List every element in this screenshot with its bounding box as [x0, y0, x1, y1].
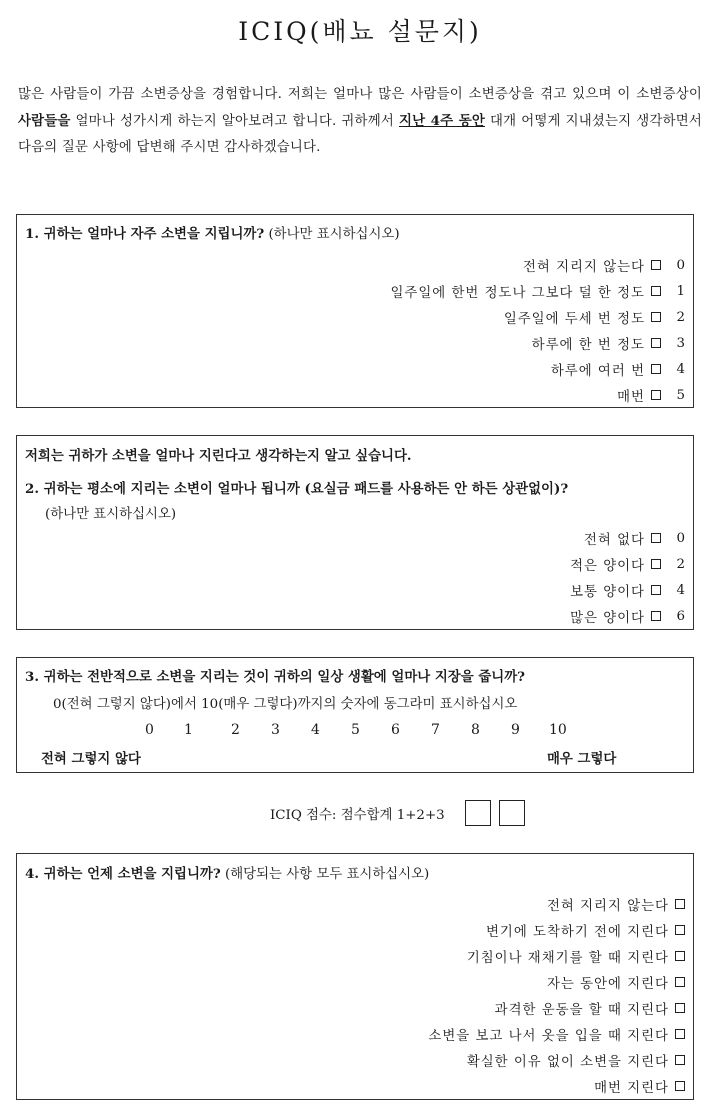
q1-option-1[interactable]: 일주일에 한번 정도나 그보다 덜 한 정도 1 — [390, 283, 685, 301]
checkbox[interactable] — [651, 312, 661, 322]
question-4-label: 4. 귀하는 언제 소변을 지립니까? — [25, 866, 221, 882]
score-box-tens[interactable] — [465, 800, 491, 826]
question-3-instruction: 0(전혀 그렇지 않다)에서 10(매우 그렇다)까지의 숫자에 동그라미 표시하십시오 — [53, 697, 518, 712]
q4-option-0[interactable]: 전혀 지리지 않는다 — [547, 894, 685, 914]
question-1-text — [25, 223, 400, 242]
q1-option-2[interactable]: 일주일에 두세 번 정도 2 — [503, 309, 685, 327]
question-1-label: 1. 귀하는 얼마나 자주 소변을 지립니까? — [25, 226, 265, 242]
checkbox[interactable] — [675, 1029, 685, 1039]
q2-option-0[interactable]: 전혀 없다 0 — [584, 530, 685, 548]
question-2-lead: 저희는 귀하가 소변을 얼마나 지린다고 생각하는지 알고 싶습니다. — [25, 448, 412, 464]
checkbox[interactable] — [675, 977, 685, 987]
q2-option-3[interactable]: 많은 양이다 6 — [570, 608, 685, 626]
scale-option-7[interactable]: 7 — [431, 722, 440, 738]
checkbox[interactable] — [651, 533, 661, 543]
scale-option-9[interactable]: 9 — [511, 722, 520, 738]
q1-option-5[interactable]: 매번 5 — [617, 387, 685, 405]
intro-paragraph — [18, 82, 702, 161]
checkbox[interactable] — [651, 260, 661, 270]
question-2-note: (하나만 표시하십시오) — [45, 507, 177, 522]
question-4-text — [25, 863, 429, 882]
question-3-label: 3. 귀하는 전반적으로 소변을 지리는 것이 귀하의 일상 생활에 얼마나 지장을 줍니까? — [25, 669, 525, 685]
checkbox[interactable] — [675, 951, 685, 961]
q1-option-0[interactable]: 전혀 지리지 않는다 0 — [523, 257, 685, 275]
question-3-box — [16, 657, 694, 773]
q4-option-4[interactable]: 과격한 운동을 할 때 지린다 — [495, 998, 685, 1018]
checkbox[interactable] — [651, 390, 661, 400]
q4-option-6[interactable]: 확실한 이유 없이 소변을 지린다 — [467, 1050, 685, 1070]
page-title: ICIQ(배뇨 설문지) — [238, 17, 482, 46]
q4-option-1[interactable]: 변기에 도착하기 전에 지린다 — [486, 920, 685, 940]
scale-option-4[interactable]: 4 — [311, 722, 320, 738]
iciq-score — [270, 800, 525, 826]
checkbox[interactable] — [675, 1055, 685, 1065]
checkbox[interactable] — [651, 585, 661, 595]
scale-low-anchor: 전혀 그렇지 않다 — [41, 751, 141, 767]
scale-option-10[interactable]: 10 — [549, 722, 567, 738]
q2-option-1[interactable]: 적은 양이다 2 — [570, 556, 685, 574]
score-box-ones[interactable] — [499, 800, 525, 826]
question-4-box — [16, 853, 694, 1100]
scale-option-5[interactable]: 5 — [351, 722, 360, 738]
question-2-label: 2. 귀하는 평소에 지리는 소변이 얼마나 됩니까 (요실금 패드를 사용하든 안 하든 상관없이)? — [25, 481, 569, 497]
checkbox[interactable] — [675, 1003, 685, 1013]
q4-option-7[interactable]: 매번 지린다 — [594, 1076, 685, 1096]
checkbox[interactable] — [651, 559, 661, 569]
scale-option-1[interactable]: 1 — [184, 722, 193, 738]
question-2-box — [16, 435, 694, 630]
scale-option-6[interactable]: 6 — [391, 722, 400, 738]
q2-option-2[interactable]: 보통 양이다 4 — [570, 582, 685, 600]
intro-bold-text: 사람들을 — [18, 113, 71, 129]
question-1-note: (하나만 표시하십시오) — [268, 227, 400, 242]
checkbox[interactable] — [651, 338, 661, 348]
intro-underlined-period: 지난 4주 동안 — [398, 113, 485, 129]
question-1-box — [16, 214, 694, 408]
q4-option-5[interactable]: 소변을 보고 나서 옷을 입을 때 지린다 — [428, 1024, 685, 1044]
q1-option-4[interactable]: 하루에 여러 번 4 — [550, 361, 685, 379]
scale-option-0[interactable]: 0 — [145, 722, 154, 738]
question-4-note: (해당되는 사항 모두 표시하십시오) — [224, 867, 430, 882]
intro-text-2: 얼마나 성가시게 하는지 알아보려고 합니다. 귀하께서 — [70, 114, 399, 129]
scale-option-8[interactable]: 8 — [471, 722, 480, 738]
checkbox[interactable] — [651, 286, 661, 296]
rating-scale — [17, 722, 693, 742]
q4-option-2[interactable]: 기침이나 재채기를 할 때 지린다 — [467, 946, 685, 966]
intro-text-3: 대개 어떻게 지내셨는지 생각하면서 다음의 질문 사항에 답변해 주시면 감사하겠습니다. — [18, 114, 702, 155]
checkbox[interactable] — [675, 899, 685, 909]
intro-text-1: 많은 사람들이 가끔 소변증상을 경험합니다. 저희는 얼마나 많은 사람들이 소변증상을 겪고 있으며 이 소변증상이 — [18, 87, 702, 102]
q1-option-3[interactable]: 하루에 한 번 정도 3 — [531, 335, 685, 353]
checkbox[interactable] — [651, 611, 661, 621]
checkbox[interactable] — [675, 1081, 685, 1091]
checkbox[interactable] — [675, 925, 685, 935]
q4-option-3[interactable]: 자는 동안에 지린다 — [547, 972, 685, 992]
score-label: ICIQ 점수: 점수합계 1+2+3 — [270, 807, 445, 823]
scale-option-2[interactable]: 2 — [231, 722, 240, 738]
scale-option-3[interactable]: 3 — [271, 722, 280, 738]
scale-high-anchor: 매우 그렇다 — [547, 751, 617, 767]
checkbox[interactable] — [651, 364, 661, 374]
